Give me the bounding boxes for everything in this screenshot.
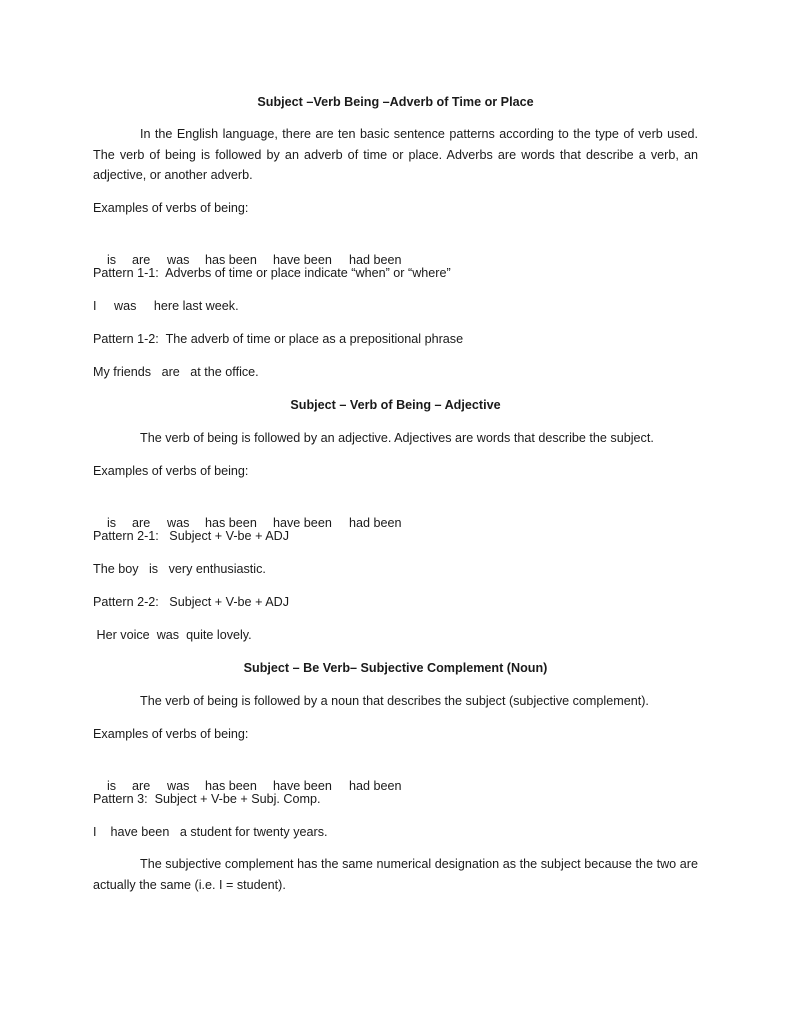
intro-paragraph-2: The verb of being is followed by an adjective. Adjectives are words that describe the subject.	[140, 431, 654, 445]
example-3: I have been a student for twenty years.	[93, 825, 328, 839]
verb-item: are	[132, 253, 151, 267]
verb-item: was	[167, 253, 190, 267]
verb-item: have been	[273, 779, 332, 793]
examples-label-2: Examples of verbs of being:	[93, 464, 249, 478]
document-page	[93, 0, 698, 1023]
pattern-1-2: Pattern 1-2: The adverb of time or place as a prepositional phrase	[93, 332, 464, 346]
example-2-2: Her voice was quite lovely.	[93, 628, 252, 642]
pattern-1-1: Pattern 1-1: Adverbs of time or place indicate “when” or “where”	[93, 266, 451, 280]
section-heading-3: Subject – Be Verb– Subjective Complement (Noun)	[243, 661, 548, 675]
verb-item: is	[107, 516, 117, 530]
pattern-2-2: Pattern 2-2: Subject + V-be + ADJ	[93, 595, 290, 609]
verb-item: have been	[273, 516, 332, 530]
verb-item: has been	[205, 779, 257, 793]
verb-item: are	[132, 779, 151, 793]
verb-item: was	[167, 779, 190, 793]
section-heading-2: Subject – Verb of Being – Adjective	[290, 398, 501, 412]
example-1-2: My friends are at the office.	[93, 365, 259, 379]
verb-item: has been	[205, 253, 257, 267]
verb-item: is	[107, 779, 117, 793]
examples-label-3: Examples of verbs of being:	[93, 727, 249, 741]
example-1-1: I was here last week.	[93, 299, 239, 313]
verb-item: have been	[273, 253, 332, 267]
verb-item: are	[132, 516, 151, 530]
examples-label-1: Examples of verbs of being:	[93, 201, 249, 215]
pattern-2-1: Pattern 2-1: Subject + V-be + ADJ	[93, 529, 290, 543]
verb-item: has been	[205, 516, 257, 530]
intro-paragraph-3: The verb of being is followed by a noun that describes the subject (subjective complement).	[140, 694, 649, 708]
intro-paragraph-1: In the English language, there are ten basic sentence patterns according to the type of verb used. The verb of being is followed by an adverb of time or place. Adverbs are words that describe a verb, an adjective, or another adverb.	[93, 127, 698, 182]
pattern-3: Pattern 3: Subject + V-be + Subj. Comp.	[93, 792, 321, 806]
verb-item: had been	[349, 779, 402, 793]
verb-item: was	[167, 516, 190, 530]
verb-item: is	[107, 253, 117, 267]
verb-item: had been	[349, 516, 402, 530]
note-paragraph: The subjective complement has the same numerical designation as the subject because the two are actually the same (i.e. I = student).	[93, 857, 698, 892]
example-2-1: The boy is very enthusiastic.	[93, 562, 266, 576]
verb-item: had been	[349, 253, 402, 267]
section-heading-1: Subject –Verb Being –Adverb of Time or Place	[257, 95, 534, 109]
